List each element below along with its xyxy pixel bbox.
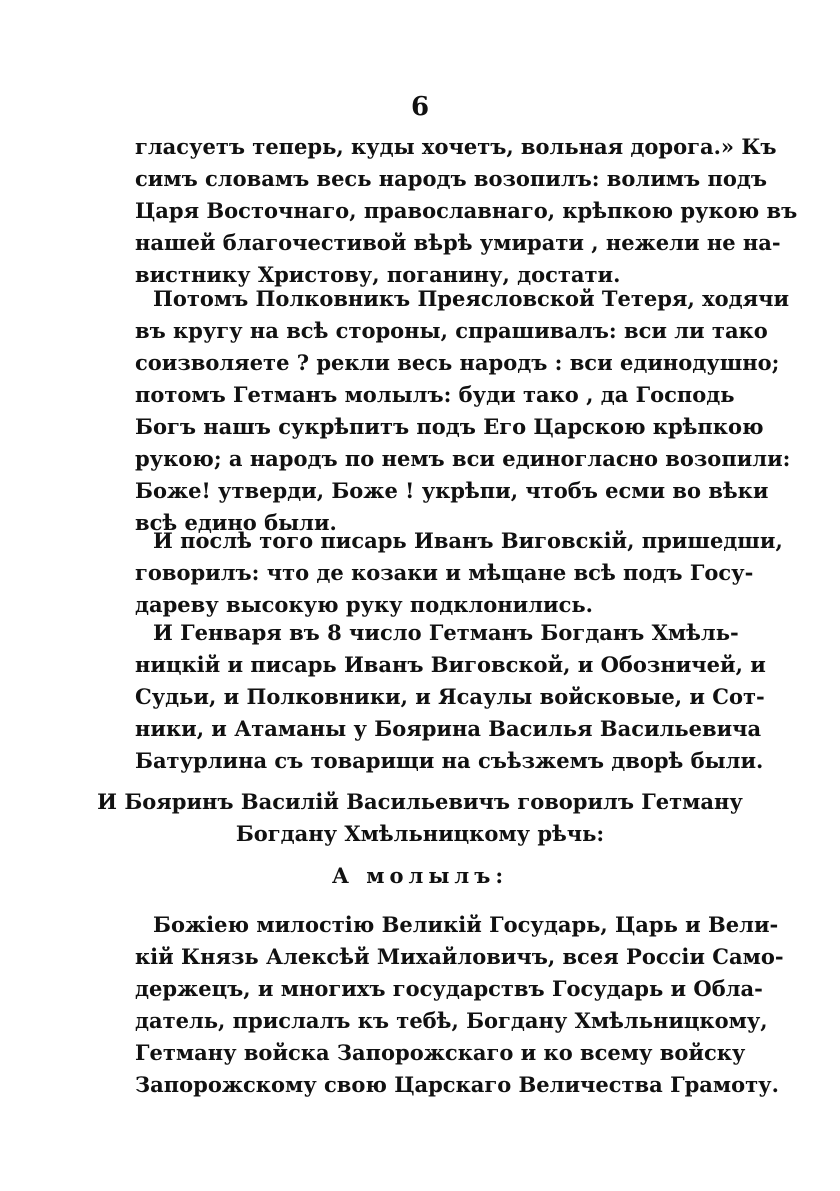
text-line: Богъ нашъ сукрѣпитъ подъ Его Царскою крѣпкою bbox=[135, 414, 764, 439]
text-line: Запорожскому свою Царскаго Величества Грамоту. bbox=[135, 1072, 779, 1097]
text-line: потомъ Гетманъ молылъ: буди тако , да Господь bbox=[135, 382, 735, 407]
text-line: говорилъ: что де козаки и мѣщане всѣ подъ Госу- bbox=[135, 560, 754, 585]
text-line: гласуетъ теперь, куды хочетъ, вольная дорога.» Къ bbox=[135, 134, 777, 159]
text-line: симъ словамъ весь народъ возопилъ: волимъ подъ bbox=[135, 166, 767, 191]
paragraph-5 bbox=[135, 909, 784, 1101]
text-line: Потомъ Полковникъ Преясловской Тетеря, ходячи bbox=[153, 286, 790, 311]
heading-line-1: И Бояринъ Василій Васильевичъ говорилъ Гетману bbox=[97, 789, 743, 814]
paragraph-1 bbox=[135, 131, 798, 291]
text-line: дареву высокую руку подклонились. bbox=[135, 592, 593, 617]
heading-line-2: Богдану Хмѣльницкому рѣчь: bbox=[235, 821, 605, 846]
subheading: А молылъ: bbox=[331, 863, 509, 888]
text-line: Гетману войска Запорожскаго и ко всему войску bbox=[135, 1040, 746, 1065]
paragraph-3 bbox=[135, 525, 783, 621]
paragraph-2 bbox=[135, 283, 791, 539]
text-line: Батурлина съ товарищи на съѣзжемъ дворѣ были. bbox=[135, 748, 764, 773]
text-line: рукою; а народъ по немъ вси единогласно возопили: bbox=[135, 446, 791, 471]
text-line: Боже! утверди, Боже ! укрѣпи, чтобъ есми во вѣки bbox=[135, 478, 769, 503]
text-line: нашей благочестивой вѣрѣ умирати , нежели не на- bbox=[135, 230, 781, 255]
text-line: Царя Восточнаго, православнаго, крѣпкою рукою въ bbox=[135, 198, 798, 223]
text-line: датель, прислалъ къ тебѣ, Богдану Хмѣльницкому, bbox=[135, 1008, 768, 1033]
text-line: ницкій и писарь Иванъ Виговской, и Обозничей, и bbox=[135, 652, 766, 677]
text-line: кій Князь Алексѣй Михайловичъ, всея Россіи Само- bbox=[135, 944, 784, 969]
text-line: И Генваря въ 8 число Гетманъ Богданъ Хмѣль- bbox=[153, 620, 739, 645]
page-number: 6 bbox=[410, 92, 430, 122]
text-line: вистнику Христову, поганину, достати. bbox=[135, 262, 621, 287]
text-line: И послѣ того писарь Иванъ Виговскій, пришедши, bbox=[153, 528, 783, 553]
text-line: всѣ едино были. bbox=[135, 510, 337, 535]
text-line: въ кругу на всѣ стороны, спрашивалъ: вси ли тако bbox=[135, 318, 768, 343]
paragraph-4 bbox=[135, 617, 766, 777]
text-line: держецъ, и многихъ государствъ Государь и Обла- bbox=[135, 976, 763, 1001]
text-line: ники, и Атаманы у Боярина Василья Васильевича bbox=[135, 716, 762, 741]
text-line: Божіею милостію Великій Государь, Царь и Вели- bbox=[153, 912, 779, 937]
text-line: Судьи, и Полковники, и Ясаулы войсковые, и Сот- bbox=[135, 684, 765, 709]
text-line: соизволяете ? рекли весь народъ : вси единодушно; bbox=[135, 350, 780, 375]
